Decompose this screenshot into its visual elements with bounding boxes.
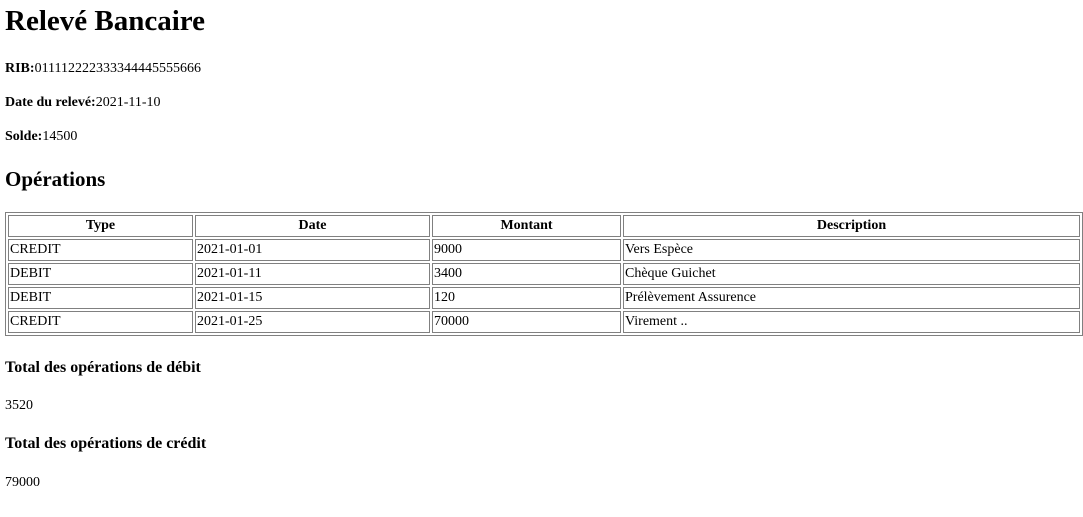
table-row bbox=[8, 287, 1080, 309]
operations-heading: Opérations bbox=[5, 167, 106, 191]
rib-field bbox=[5, 60, 201, 78]
table-row bbox=[8, 311, 1080, 333]
cell-date: 2021-01-25 bbox=[195, 311, 430, 333]
cell-type: CREDIT bbox=[8, 311, 193, 333]
cell-description: Prélèvement Assurence bbox=[623, 287, 1080, 309]
rib-label: RIB: bbox=[5, 61, 35, 76]
cell-date: 2021-01-15 bbox=[195, 287, 430, 309]
column-header-date: Date bbox=[195, 215, 430, 237]
cell-montant: 70000 bbox=[432, 311, 621, 333]
cell-montant: 3400 bbox=[432, 263, 621, 285]
rib-value: 011112222333344445555666 bbox=[34, 61, 202, 76]
statement-date-value: 2021-11-10 bbox=[95, 95, 161, 110]
cell-date: 2021-01-11 bbox=[195, 263, 430, 285]
statement-date-label: Date du relevé: bbox=[5, 95, 96, 110]
total-debit-value: 3520 bbox=[5, 398, 33, 413]
balance-field bbox=[5, 128, 77, 146]
cell-description: Vers Espèce bbox=[623, 239, 1080, 261]
balance-value: 14500 bbox=[42, 129, 78, 144]
cell-type: CREDIT bbox=[8, 239, 193, 261]
column-header-type: Type bbox=[8, 215, 193, 237]
page-title: Relevé Bancaire bbox=[5, 5, 205, 37]
cell-type: DEBIT bbox=[8, 263, 193, 285]
cell-type: DEBIT bbox=[8, 287, 193, 309]
total-credit-heading: Total des opérations de crédit bbox=[5, 435, 207, 452]
cell-description: Chèque Guichet bbox=[623, 263, 1080, 285]
cell-date: 2021-01-01 bbox=[195, 239, 430, 261]
table-row bbox=[8, 263, 1080, 285]
total-credit-value: 79000 bbox=[5, 475, 40, 490]
table-header-row bbox=[8, 215, 1080, 237]
operations-table bbox=[5, 212, 1083, 336]
cell-montant: 9000 bbox=[432, 239, 621, 261]
column-header-montant: Montant bbox=[432, 215, 621, 237]
cell-montant: 120 bbox=[432, 287, 621, 309]
column-header-description: Description bbox=[623, 215, 1080, 237]
balance-label: Solde: bbox=[5, 129, 43, 144]
cell-description: Virement .. bbox=[623, 311, 1080, 333]
statement-date-field bbox=[5, 94, 161, 112]
table-row bbox=[8, 239, 1080, 261]
total-debit-heading: Total des opérations de débit bbox=[5, 359, 201, 376]
